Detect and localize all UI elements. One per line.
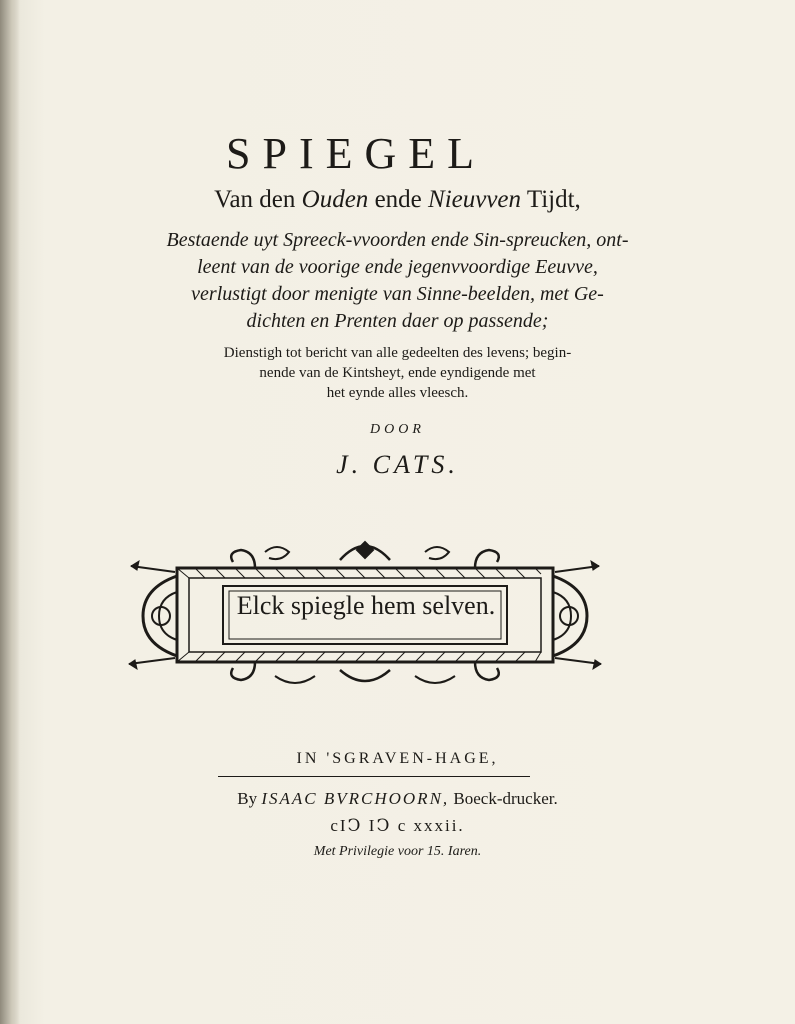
printer-role: Boeck-drucker. (453, 789, 558, 808)
book-title: SPIEGEL (226, 129, 486, 178)
imprint-year: cIↃ IↃ c xxxii. (330, 816, 465, 835)
description-roman-2: nende van de Kintsheyt, ende eyndigende met (259, 365, 536, 381)
printer-name: ISAAC BVRCHOORN, (261, 789, 450, 808)
description-roman-3: het eynde alles vleesch. (326, 385, 469, 401)
description-line-3: verlustigt door menigte van Sinne-beelden, met Ge- (191, 283, 604, 305)
subtitle-suffix: Tijdt, (521, 186, 581, 213)
book-gutter-shadow (0, 0, 20, 1024)
imprint-by: By (237, 789, 258, 808)
imprint-privilege: Met Privilegie voor 15. Iaren. (313, 844, 482, 859)
imprint-place: IN 'SGRAVEN-HAGE, (296, 750, 499, 767)
description-roman-1: Dienstigh tot bericht van alle gedeelten des levens; begin- (223, 345, 572, 361)
description-line-1: Bestaende uyt Spreeck-vvoorden ende Sin-spreucken, ont- (166, 229, 629, 251)
motto: Elck spiegle hem selven. (236, 591, 496, 620)
imprint-rule (218, 776, 530, 777)
subtitle-prefix: Van den (214, 186, 302, 213)
subtitle-middle: ende (368, 186, 429, 213)
imprint-printer (0, 789, 795, 809)
by-label: DOOR (370, 422, 425, 437)
description-line-4: dichten en Prenten daer op passende; (246, 310, 549, 332)
subtitle-old: Ouden (301, 186, 369, 213)
subtitle (0, 186, 795, 214)
subtitle-new: Nieuvven (428, 186, 522, 213)
description-line-2: leent van de voorige ende jegenvvoordige Eeuvve, (197, 256, 598, 278)
author: J. CATS. (336, 450, 459, 479)
